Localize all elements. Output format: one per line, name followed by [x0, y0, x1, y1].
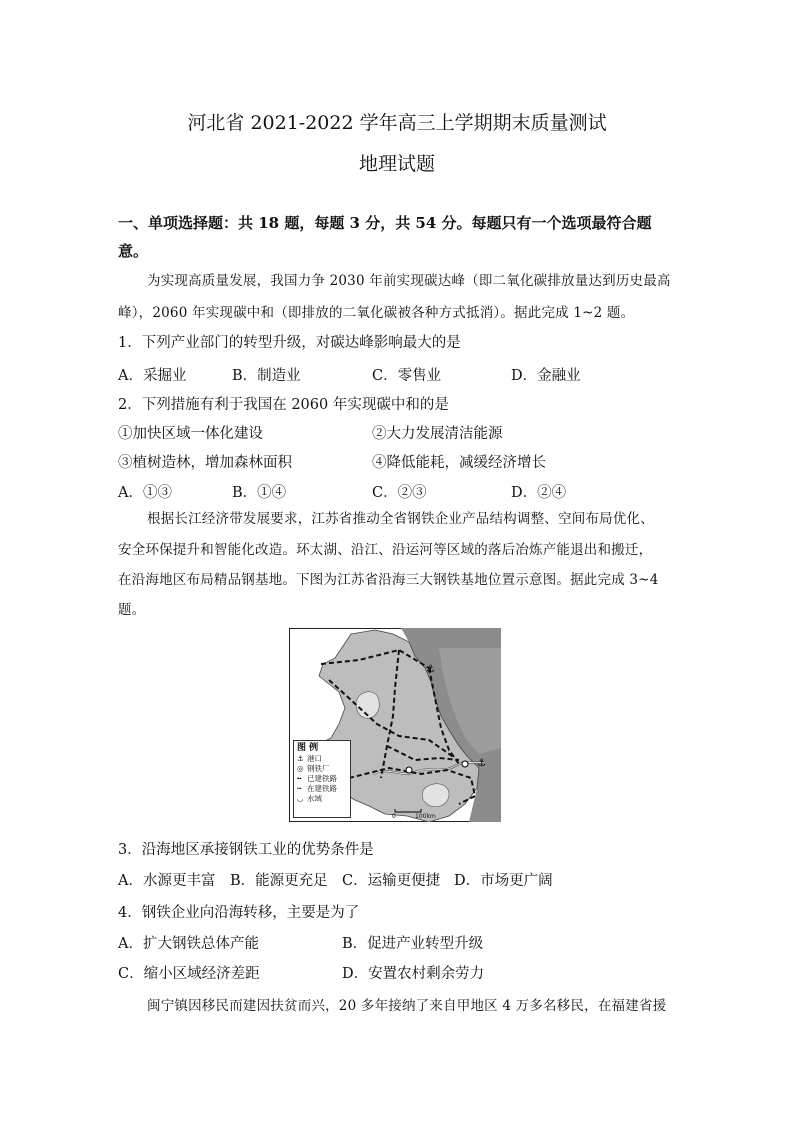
- question-2-option-a: A．①③: [118, 485, 172, 501]
- steel-plant-icon: ◎: [297, 764, 304, 773]
- dashed-line-icon: ╍: [297, 774, 302, 783]
- exam-title: 河北省 2021-2022 学年高三上学期期末质量测试: [187, 112, 607, 134]
- scale-zero: 0: [392, 813, 396, 820]
- passage-2-line-3: 在沿海地区布局精品钢基地。下图为江苏省沿海三大钢铁基地位置示意图。据此完成 3~4: [118, 572, 659, 588]
- question-3-option-a: A．水源更丰富: [118, 873, 216, 889]
- passage-2-line-4: 题。: [118, 602, 146, 618]
- question-1-option-b: B．制造业: [232, 368, 301, 384]
- legend-item-planned-railway: ┅ 在建铁路: [297, 784, 337, 793]
- question-3-option-b: B．能源更充足: [230, 873, 328, 889]
- legend-title: 图 例: [297, 743, 319, 753]
- question-2-item-4: ④降低能耗，减缓经济增长: [372, 455, 546, 471]
- question-3-stem: 3．沿海地区承接钢铁工业的优势条件是: [118, 842, 374, 858]
- svg-text:⚓: ⚓: [477, 758, 486, 769]
- question-3-option-c: C．运输更便捷: [342, 873, 441, 889]
- section-heading: 一、单项选择题：共 18 题，每题 3 分，共 54 分。每题只有一个选项最符合题: [118, 214, 652, 232]
- question-4-stem: 4．钢铁企业向沿海转移，主要是为了: [118, 905, 360, 921]
- question-1-option-a: A．采掘业: [118, 368, 187, 384]
- question-4-option-d: D．安置农村剩余劳力: [342, 966, 485, 982]
- question-1-option-d: D．金融业: [511, 368, 581, 384]
- passage-3-line-1: 闽宁镇因移民而建因扶贫而兴，20 多年接纳了来自甲地区 4 万多名移民，在福建省援: [147, 998, 667, 1014]
- question-4-option-b: B．促进产业转型升级: [342, 936, 484, 952]
- question-2-stem: 2．下列措施有利于我国在 2060 年实现碳中和的是: [118, 397, 449, 413]
- exam-subject: 地理试题: [358, 153, 435, 175]
- question-3-option-d: D．市场更广阔: [454, 873, 553, 889]
- passage-1-line-2: 峰），2060 年实现碳中和（即排放的二氧化碳被各种方式抵消）。据此完成 1~2 题。: [118, 305, 635, 321]
- question-4-option-a: A．扩大钢铁总体产能: [118, 936, 259, 952]
- legend-item-steel-plant: ◎ 钢铁厂: [297, 764, 330, 773]
- question-2-option-b: B．①④: [232, 485, 287, 501]
- jiangsu-steel-base-map: [289, 628, 501, 822]
- question-1-option-c: C．零售业: [372, 368, 442, 384]
- question-2-option-d: D．②④: [511, 485, 567, 501]
- section-heading-cont: 意。: [118, 242, 149, 260]
- question-2-item-2: ②大力发展清洁能源: [372, 426, 503, 442]
- legend-item-port: ⚓ 港口: [297, 754, 322, 763]
- anchor-icon: ⚓: [297, 754, 304, 763]
- legend-item-water: ◡ 水域: [297, 794, 322, 803]
- dotted-line-icon: ┅: [297, 784, 302, 793]
- legend-item-built-railway: ╍ 已建铁路: [297, 774, 337, 783]
- passage-2-line-1: 根据长江经济带发展要求，江苏省推动全省钢铁企业产品结构调整、空间布局优化、: [147, 511, 654, 527]
- question-2-option-c: C．②③: [372, 485, 427, 501]
- map-legend: [293, 740, 351, 818]
- svg-text:⚓: ⚓: [426, 664, 435, 675]
- question-2-item-1: ①加快区域一体化建设: [118, 426, 263, 442]
- question-1-stem: 1．下列产业部门的转型升级，对碳达峰影响最大的是: [118, 335, 461, 351]
- question-4-option-c: C．缩小区域经济差距: [118, 966, 260, 982]
- water-icon: ◡: [297, 794, 304, 803]
- scale-label: 100km: [415, 813, 436, 820]
- passage-2-line-2: 安全环保提升和智能化改造。环太湖、沿江、沿运河等区域的落后冶炼产能退出和搬迁，: [118, 542, 653, 558]
- passage-1-line-1: 为实现高质量发展，我国力争 2030 年前实现碳达峰（即二氧化碳排放量达到历史最高: [147, 273, 671, 289]
- question-2-item-3: ③植树造林，增加森林面积: [118, 455, 292, 471]
